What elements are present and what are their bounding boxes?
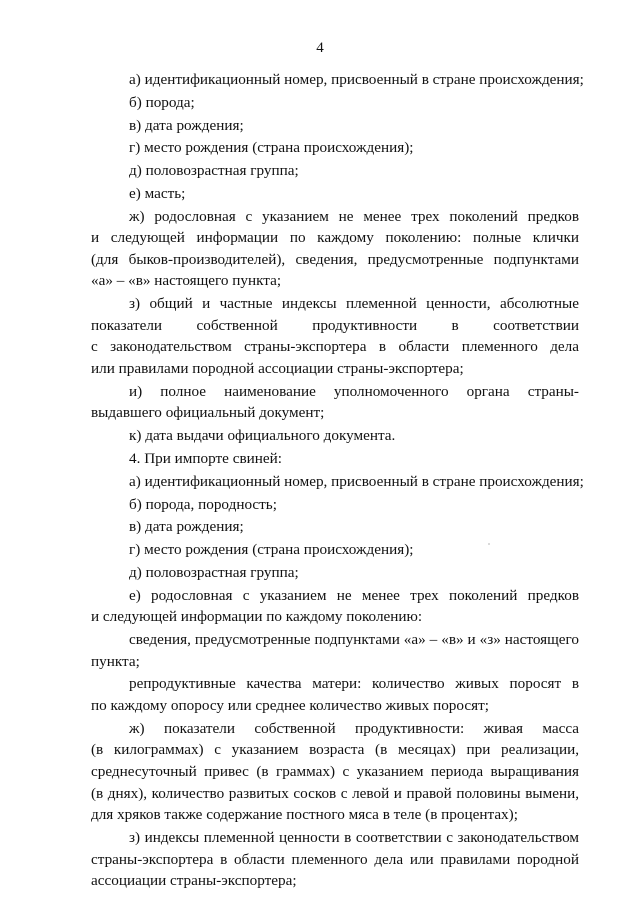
text-line: е) родословная с указанием не менее трех поколений предков <box>129 586 579 604</box>
text-line: пункта; <box>91 652 140 670</box>
text-line: в) дата рождения; <box>129 116 244 134</box>
document-body <box>91 69 584 892</box>
text-line: д) половозрастная группа; <box>129 563 299 581</box>
text-line: б) порода; <box>129 93 195 111</box>
text-line: среднесуточный привес (в граммах) с указанием периода выращивания <box>91 762 579 780</box>
scan-speck <box>488 543 490 545</box>
text-line: для хряков также содержание постного мяса в теле (в процентах); <box>91 806 518 824</box>
text-line: з) общий и частные индексы племенной ценности, абсолютные <box>129 295 579 313</box>
text-line: страны-экспортера в области племенного дела или правилами породной <box>91 850 579 868</box>
text-line: ж) родословная с указанием не менее трех поколений предков <box>129 207 579 225</box>
text-line: 4. При импорте свиней: <box>129 449 282 467</box>
page-number: 4 <box>316 40 324 56</box>
text-line: сведения, предусмотренные подпунктами «а» – «в» и «з» настоящего <box>129 631 579 649</box>
text-line: по каждому опоросу или среднее количество живых поросят; <box>91 697 489 714</box>
text-line: к) дата выдачи официального документа. <box>129 427 396 445</box>
text-line: выдавшего официальный документ; <box>91 404 325 422</box>
text-line: и следующей информации по каждому поколению: полные клички <box>91 229 579 247</box>
text-line: и) полное наименование уполномоченного органа страны- <box>129 382 579 400</box>
text-line: (в днях), количество развитых сосков с левой и правой половины вымени, <box>91 784 579 802</box>
text-line: з) индексы племенной ценности в соответствии с законодательством <box>129 828 579 846</box>
text-line: ж) показатели собственной продуктивности: живая масса <box>129 719 579 737</box>
text-line: репродуктивные качества матери: количество живых поросят в <box>129 675 579 693</box>
text-line: е) масть; <box>129 184 186 202</box>
text-line: (для быков-производителей), сведения, предусмотренные подпунктами <box>91 250 579 268</box>
text-line: а) идентификационный номер, присвоенный в стране происхождения; <box>129 472 584 490</box>
text-line: показатели собственной продуктивности в соответствии <box>91 316 579 334</box>
text-line: и следующей информации по каждому поколению: <box>91 608 423 626</box>
text-line: «а» – «в» настоящего пункта; <box>91 272 282 290</box>
text-line: в) дата рождения; <box>129 518 244 536</box>
text-line: с законодательством страны-экспортера в области племенного дела <box>91 338 579 356</box>
text-line: (в килограммах) с указанием возраста (в месяцах) при реализации, <box>91 741 579 759</box>
text-line: д) половозрастная группа; <box>129 162 299 180</box>
text-line: б) порода, породность; <box>129 495 277 513</box>
text-line: а) идентификационный номер, присвоенный в стране происхождения; <box>129 71 584 88</box>
text-line: ассоциации страны-экспортера; <box>91 872 297 890</box>
text-line: г) место рождения (страна происхождения); <box>129 541 414 559</box>
text-line: г) место рождения (страна происхождения); <box>129 139 414 157</box>
text-line: или правилами породной ассоциации страны-экспортера; <box>91 360 464 378</box>
